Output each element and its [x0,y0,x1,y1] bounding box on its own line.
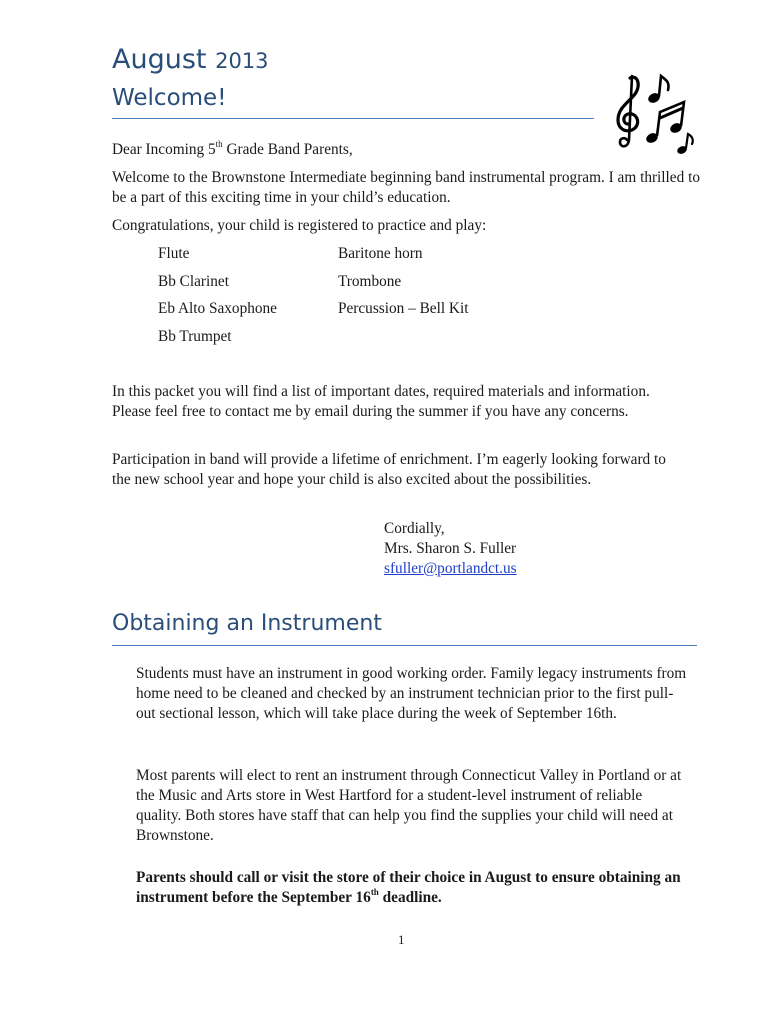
instrument-item: Baritone horn [338,245,423,262]
closing: Cordially, [384,520,445,537]
deadline-text-end: deadline. [378,889,442,906]
page-number: 1 [398,932,405,947]
congrats-paragraph: Congratulations, your child is registered to practice and play: [112,217,487,234]
section-rule [112,645,697,646]
signature-name: Mrs. Sharon S. Fuller [384,540,517,557]
instrument-item: Bb Clarinet [158,273,229,290]
header-date [112,44,269,77]
greeting-text-end: Grade Band Parents, [222,141,353,158]
welcome-heading: Welcome! [112,85,227,111]
instrument-item: Trombone [338,273,402,290]
greeting-superscript: th [215,138,223,149]
obtaining-heading: Obtaining an Instrument [112,611,382,636]
deadline-paragraph [136,868,691,908]
students-paragraph: Students must have an instrument in good working order. Family legacy instruments from home need to be cleaned and checked by an instrument technician prior to the first pull-out sectional lesson, which will take place during the week of September 16th. [136,665,687,722]
header-year: 2013 [215,49,269,73]
heading-rule [112,118,594,119]
greeting-text: Dear Incoming 5 [112,141,216,158]
instrument-item: Eb Alto Saxophone [158,300,277,317]
email-link[interactable]: sfuller@portlandct.us [384,560,517,577]
greeting [112,140,702,160]
instrument-item: Percussion – Bell Kit [338,300,469,317]
participation-paragraph: Participation in band will provide a lifetime of enrichment. I’m eagerly looking forward to the new school year and hope your child is also excited about the possibilities. [112,451,666,488]
header-month: August [112,44,207,75]
instrument-item: Bb Trumpet [158,328,232,345]
deadline-superscript: th [370,886,379,897]
intro-paragraph: Welcome to the Brownstone Intermediate beginning band instrumental program. I am thrilled to be a part of this exciting time in your child’s education. [112,169,700,206]
packet-paragraph: In this packet you will find a list of important dates, required materials and information. Please feel free to contact me by email during the summer if you have any concerns. [112,383,650,420]
rent-paragraph: Most parents will elect to rent an instrument through Connecticut Valley in Portland or at the Music and Arts store in West Hartford for a student-level instrument of reliable quality. Both stores have staff that can help you find the supplies your child will need at Brownstone. [136,767,682,844]
deadline-text: Parents should call or visit the store of their choice in August to ensure obtaining an instrument before the September 16 [136,869,681,906]
instrument-item: Flute [158,245,190,262]
